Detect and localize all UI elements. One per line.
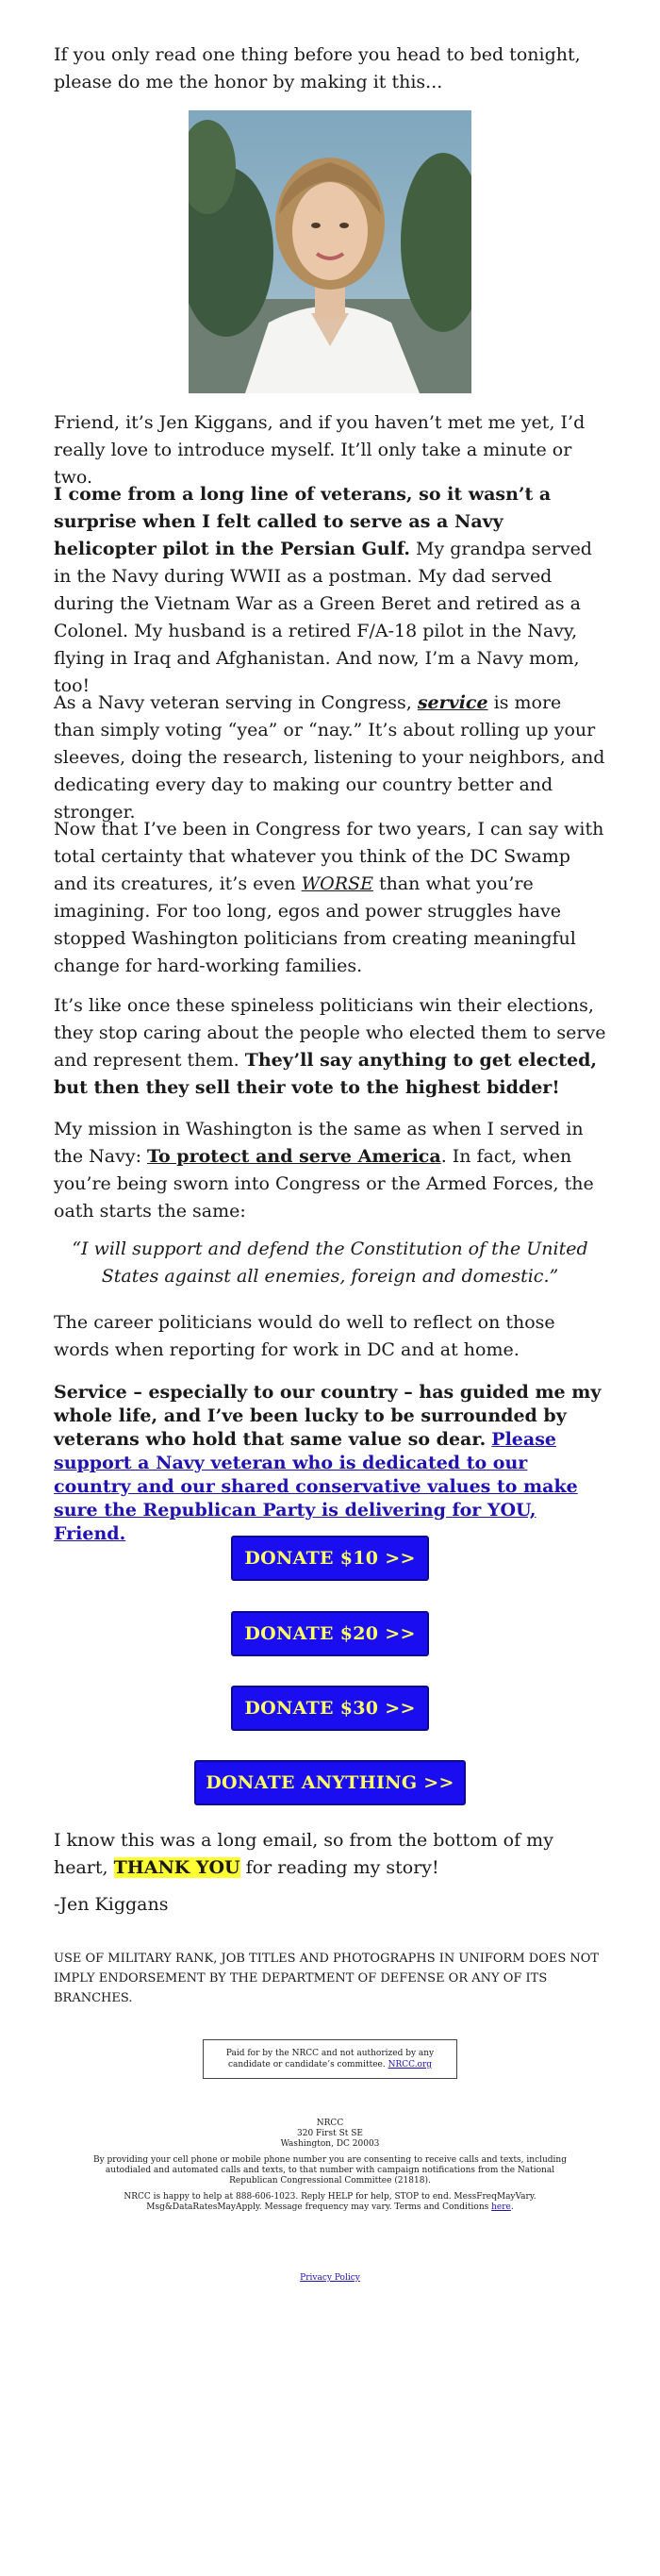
text-emphasis: service bbox=[417, 692, 488, 713]
help-text bbox=[54, 2192, 606, 2213]
paid-for-box bbox=[203, 2039, 457, 2079]
thank-you-highlight: THANK YOU bbox=[113, 1857, 240, 1878]
donate-30-button[interactable]: DONATE $30 >> bbox=[231, 1686, 429, 1731]
signature: -Jen Kiggans bbox=[54, 1894, 169, 1915]
paragraph-politicians bbox=[54, 992, 606, 1102]
text: for reading my story! bbox=[239, 1857, 439, 1878]
donate-20-button[interactable]: DONATE $20 >> bbox=[231, 1611, 429, 1656]
donate-10-button[interactable]: DONATE $10 >> bbox=[231, 1536, 429, 1581]
nrcc-link[interactable]: NRCC.org bbox=[388, 2060, 433, 2069]
paragraph-dc-swamp bbox=[54, 816, 606, 980]
footer-street: 320 First St SE bbox=[297, 2129, 363, 2138]
text: As a Navy veteran serving in Congress, bbox=[54, 692, 418, 713]
intro-text: If you only read one thing before you head to bed tonight, please do me the honor by making it this... bbox=[54, 44, 581, 92]
text-bold: I come from a long line of veterans, so it wasn’t a surprise when I felt called to serve as a Navy helicopter pilot in the Persian Gulf. bbox=[54, 484, 552, 559]
text-bold: They’ll say anything to get elected, but then they sell their vote to the highest bidder! bbox=[54, 1050, 598, 1098]
footer-city: Washington, DC 20003 bbox=[280, 2139, 380, 2149]
text: . In fact, when you’re being sworn into Congress or the Armed Forces, the oath starts the same: bbox=[54, 1146, 594, 1222]
support-link[interactable]: Please support a Navy veteran who is dedicated to our country and our shared conservative values to make sure the Republican Party is delivering for YOU, Friend. bbox=[54, 1429, 578, 1544]
text: Now that I’ve been in Congress for two years, I can say with total certainty that whatever you think of the DC Swamp and its creatures, it’s even bbox=[54, 819, 604, 894]
text: My mission in Washington is the same as when I served in the Navy: bbox=[54, 1119, 584, 1167]
footer bbox=[54, 2119, 606, 2284]
paragraph-mission bbox=[54, 1116, 606, 1225]
text-emphasis: WORSE bbox=[301, 873, 373, 894]
donate-anything-button[interactable]: DONATE ANYTHING >> bbox=[194, 1760, 466, 1805]
sms-consent: By providing your cell phone or mobile phone number you are consenting to receive calls and texts, including autodialed and automated calls and texts, to that number with campaign notifications from the National Republican Congressional Committee (21818). bbox=[92, 2155, 567, 2185]
text: It’s like once these spineless politicians win their elections, they stop caring about the people who elected them to serve and represent them. bbox=[54, 995, 606, 1071]
paragraph-career: The career politicians would do well to reflect on those words when reporting for work in DC and at home. bbox=[54, 1312, 555, 1360]
privacy-policy-link[interactable]: Privacy Policy bbox=[300, 2273, 360, 2283]
help-label: NRCC is happy to help at 888-606-1023. Reply HELP for help, STOP to end. MessFreqMayVary. Msg&DataRatesMayApply. Message frequency may vary. Terms and Conditions bbox=[124, 2192, 536, 2212]
text: is more than simply voting “yea” or “nay.” It’s about rolling up your sleeves, doing the research, listening to your neighbors, and dedicating every day to making our country better and stronger. bbox=[54, 692, 605, 823]
candidate-photo bbox=[189, 110, 471, 393]
footer-org: NRCC bbox=[316, 2119, 344, 2128]
terms-link[interactable]: here bbox=[491, 2202, 511, 2212]
help-end: . bbox=[510, 2202, 514, 2212]
paragraph-appeal bbox=[54, 1381, 606, 1546]
paragraph-background bbox=[54, 481, 606, 700]
paid-for-text bbox=[217, 2048, 443, 2070]
text-bold: Service – especially to our country – has guided me my whole life, and I’ve been lucky to be surrounded by veterans who hold that same value so dear. bbox=[54, 1382, 602, 1450]
dod-disclaimer: USE OF MILITARY RANK, JOB TITLES AND PHOTOGRAPHS IN UNIFORM DOES NOT IMPLY ENDORSEMENT BY THE DEPARTMENT OF DEFENSE OR ANY OF ITS BRANCHES. bbox=[54, 1952, 600, 2005]
text-bold: To protect and serve America bbox=[147, 1146, 441, 1167]
text: Friend, it’s Jen Kiggans, and if you haven’t met me yet, I’d really love to introduce myself. It’ll only take a minute or two. bbox=[54, 412, 586, 488]
text: My grandpa served in the Navy during WWII as a postman. My dad served during the Vietnam War as a Green Beret and retired as a Colonel. My husband is a retired F/A-18 pilot in the Navy, flying in Iraq and Afghanistan. And now, I’m a Navy mom, too! bbox=[54, 539, 592, 696]
text: than what you’re imagining. For too long, egos and power struggles have stopped Washington politicians from creating meaningful change for hard-working families. bbox=[54, 873, 576, 976]
paragraph-closing bbox=[54, 1827, 606, 1882]
paragraph-service bbox=[54, 690, 606, 826]
oath-quote: “I will support and defend the Constitution of the United States against all enemies, foreign and domestic.” bbox=[72, 1238, 588, 1287]
paid-for-label: Paid for by the NRCC and not authorized by any candidate or candidate’s committee. bbox=[225, 2049, 435, 2069]
paragraph-intro bbox=[54, 409, 606, 491]
text: I know this was a long email, so from the bottom of my heart, bbox=[54, 1830, 553, 1878]
